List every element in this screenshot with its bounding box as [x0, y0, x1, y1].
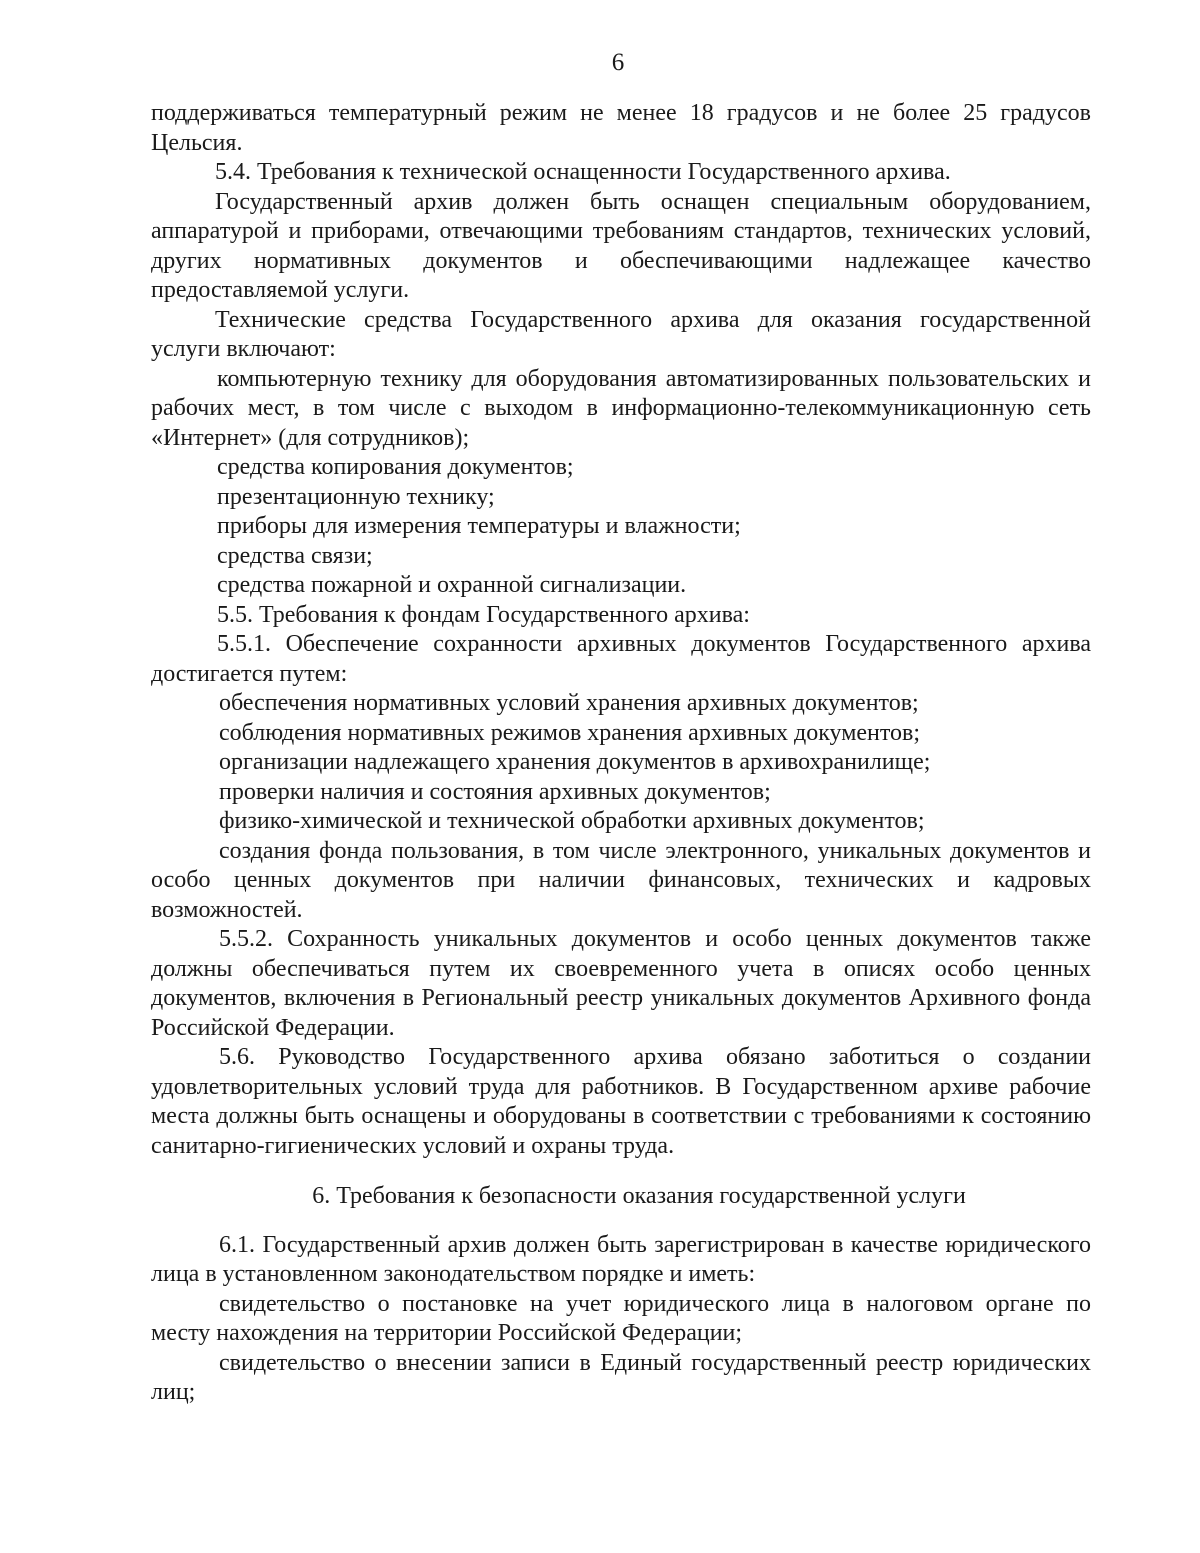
paragraph-5-5-heading: 5.5. Требования к фондам Государственного архива: [217, 601, 750, 628]
paragraph-5-6: 5.6. Руководство Государственного архива обязано заботиться о создании удовлетворительных условий труда для работников. В Государственном архиве рабочие места должны быть оснащены и оборудованы в соответствии с требованиями к состоянию санитарно-гигиенических условий и охраны труда. [151, 1044, 1091, 1159]
list-item-conditions: обеспечения нормативных условий хранения архивных документов; [219, 690, 919, 716]
list-item-measuring: приборы для измерения температуры и влажности; [217, 513, 741, 539]
paragraph-5-5-1: 5.5.1. Обеспечение сохранности архивных документов Государственного архива достигается путем: [151, 631, 1091, 687]
list-item-registry-certificate: свидетельство о внесении записи в Единый государственный реестр юридических лиц; [151, 1349, 1091, 1405]
list-item-processing: физико-химической и технической обработки архивных документов; [219, 808, 925, 834]
page-number: 6 [611, 49, 625, 76]
list-item-alarm: средства пожарной и охранной сигнализации. [217, 572, 687, 598]
paragraph-technical-means: Технические средства Государственного архива для оказания государственной услуги включают: [151, 306, 1091, 362]
list-item-checking: проверки наличия и состояния архивных документов; [219, 778, 771, 805]
section-heading: 6. Требования к безопасности оказания государственной услуги [312, 1183, 966, 1209]
list-item-presentation: презентационную технику; [217, 483, 495, 510]
list-item-communication: средства связи; [217, 542, 373, 569]
paragraph-6-1: 6.1. Государственный архив должен быть зарегистрирован в качестве юридического лица в установленном законодательством порядке и иметь: [151, 1231, 1091, 1287]
list-item-regimes: соблюдения нормативных режимов хранения архивных документов; [219, 719, 921, 746]
paragraph-5-5-2: 5.5.2. Сохранность уникальных документов и особо ценных документов также должны обеспечиваться путем их своевременного учета в описях особо ценных документов, включения в Региональный реестр уникальных документов Архивного фонда Российской Федерации. [151, 926, 1091, 1041]
list-item-copying: средства копирования документов; [217, 454, 574, 480]
list-item-computers: компьютерную технику для оборудования автоматизированных пользовательских и рабочих мест, в том числе с выходом в информационно-телекоммуникационную сеть «Интернет» (для сотрудников); [151, 365, 1091, 451]
list-item-storage: организации надлежащего хранения документов в архивохранилище; [219, 749, 931, 775]
paragraph-5-4-heading: 5.4. Требования к технической оснащенности Государственного архива. [215, 159, 951, 185]
document-body [151, 99, 1091, 1408]
paragraph-continuation: поддерживаться температурный режим не менее 18 градусов и не более 25 градусов Цельсия. [151, 100, 1091, 156]
paragraph-equipment: Государственный архив должен быть оснащен специальным оборудованием, аппаратурой и приборами, отвечающими требованиям стандартов, технических условий, других нормативных документов и обеспечивающими надлежащее качество предоставляемой услуги. [151, 188, 1091, 303]
list-item-tax-certificate: свидетельство о постановке на учет юридического лица в налоговом органе по месту нахождения на территории Российской Федерации; [151, 1290, 1091, 1346]
list-item-fund-creation: создания фонда пользования, в том числе электронного, уникальных документов и особо ценных документов при наличии финансовых, технических и кадровых возможностей. [151, 837, 1091, 923]
